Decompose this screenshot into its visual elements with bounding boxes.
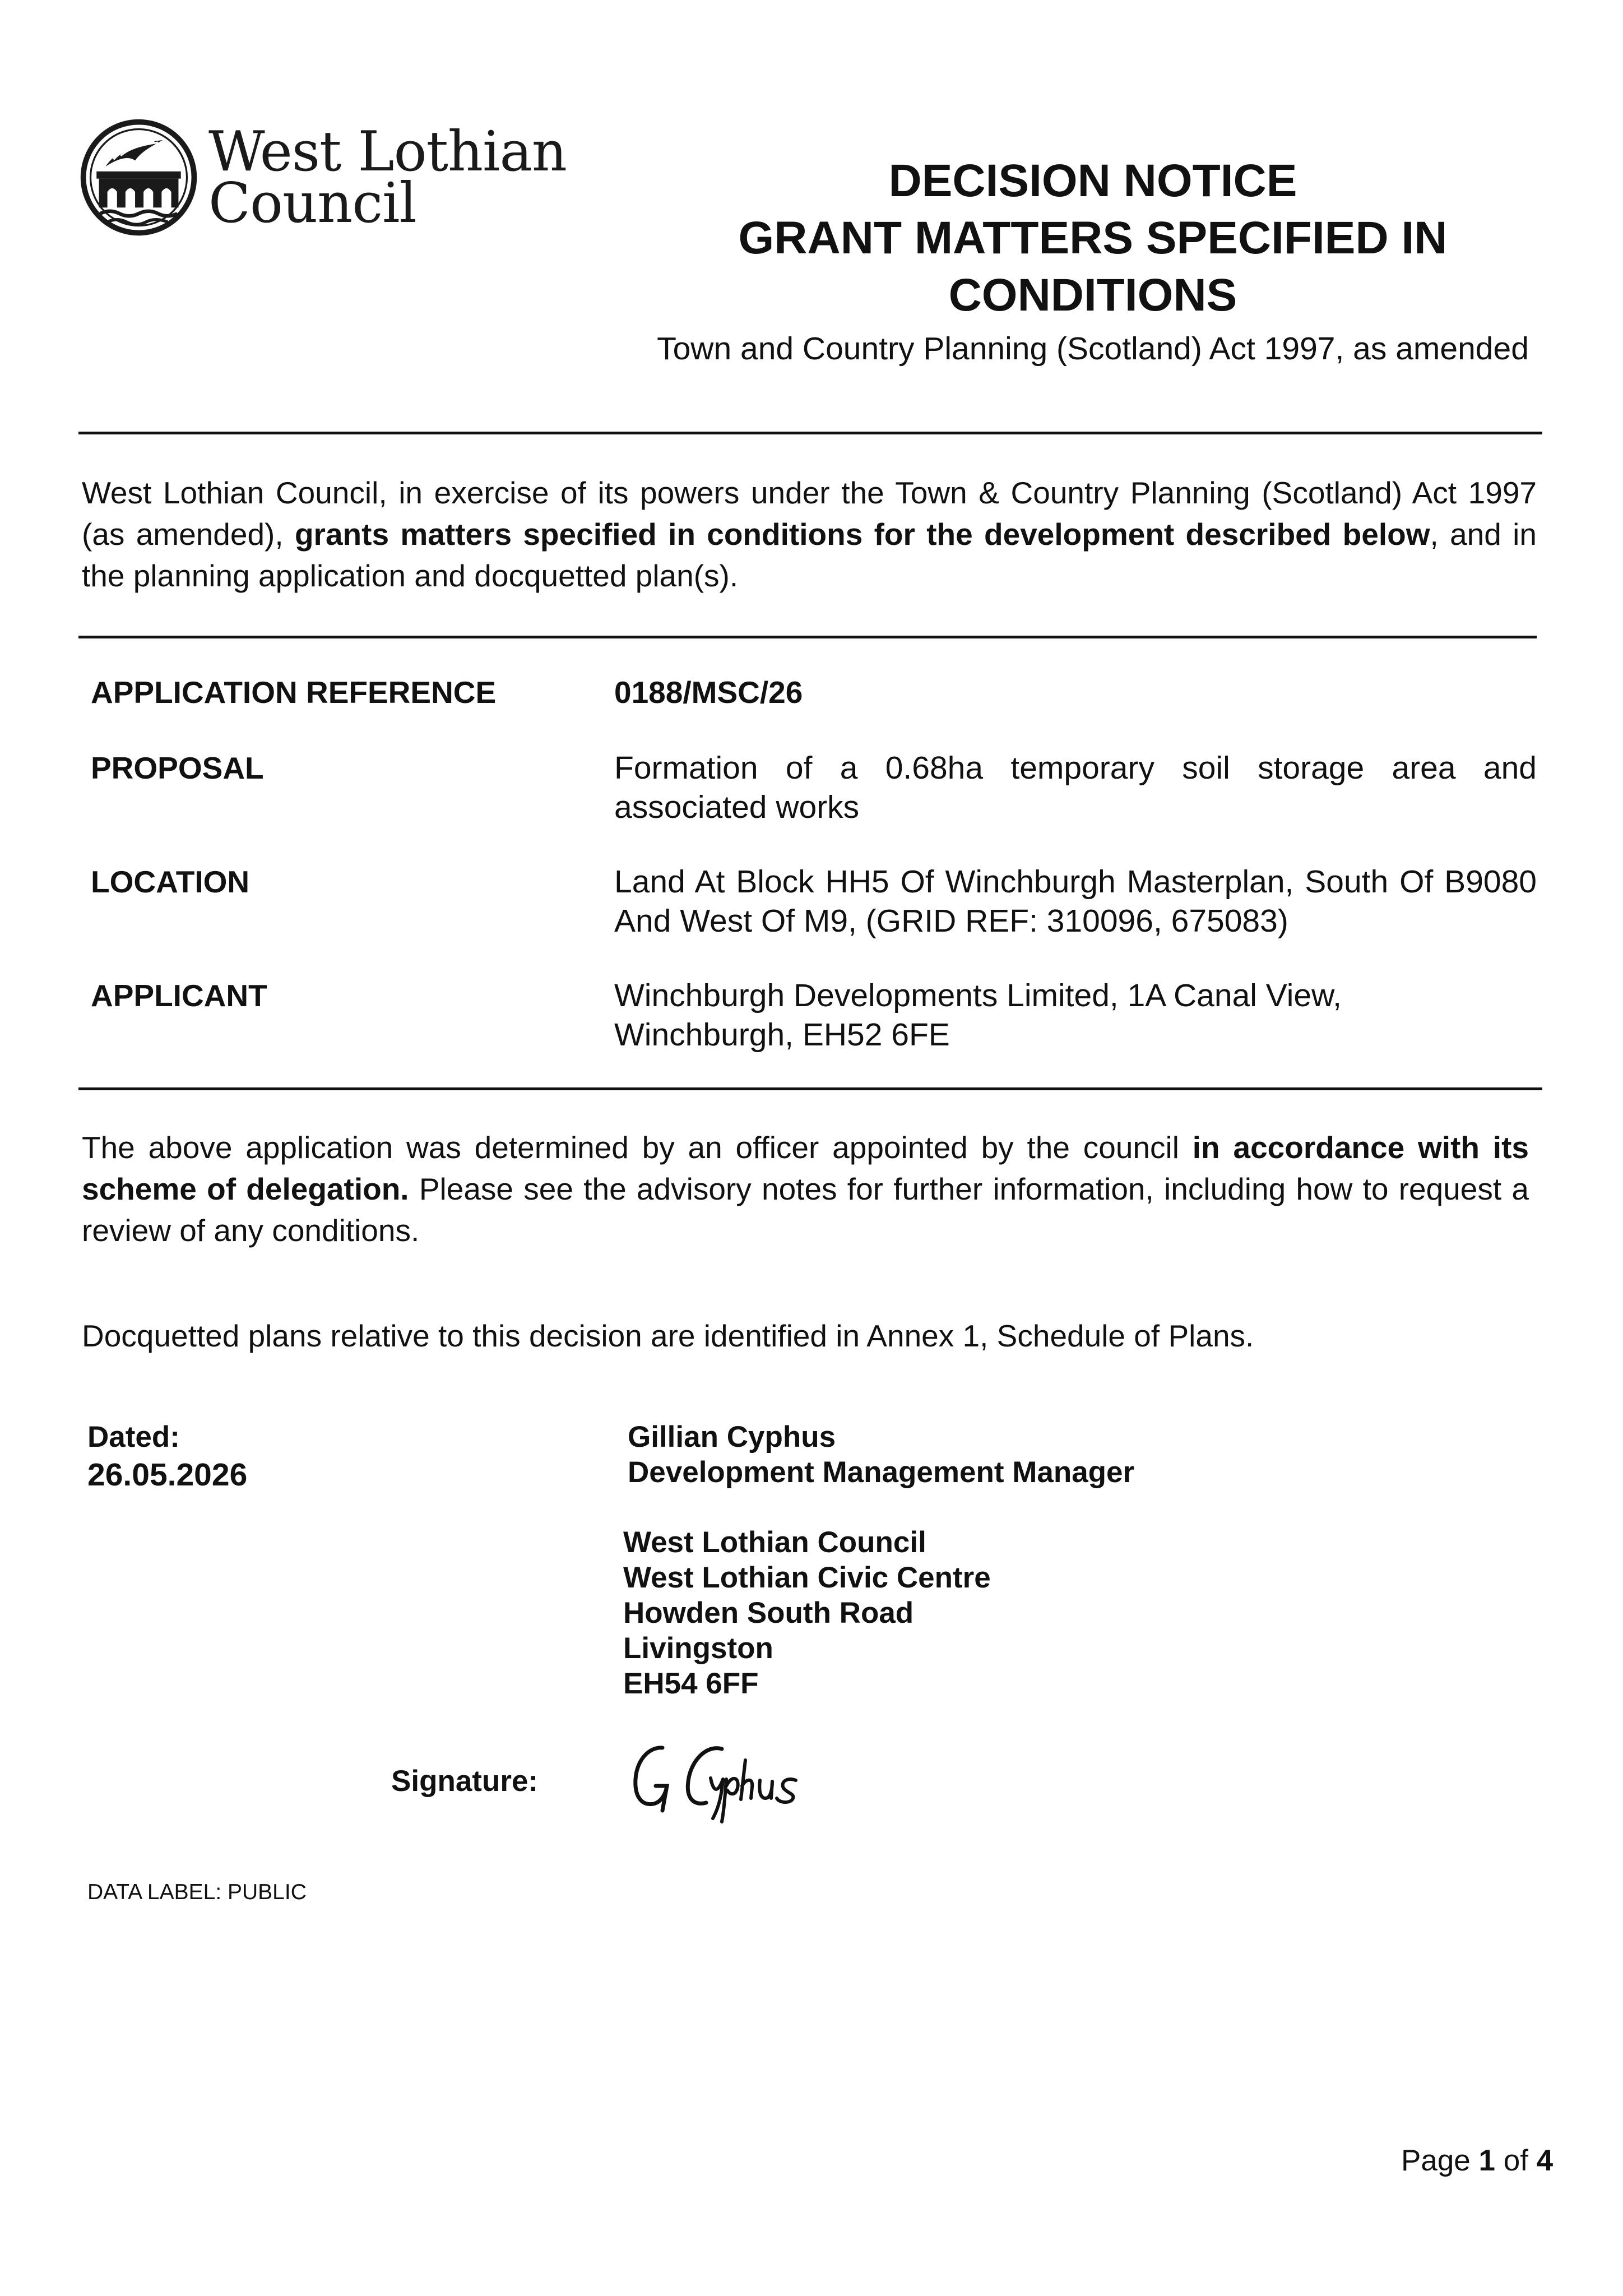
- address-line-3: Howden South Road: [623, 1596, 914, 1630]
- reference-value: 0188/MSC/26: [614, 675, 803, 710]
- dated-date: 26.05.2026: [87, 1457, 248, 1493]
- determination-text-bold: in accordance with its scheme of delegation.: [82, 1130, 1529, 1206]
- address-line-1: West Lothian Council: [623, 1526, 926, 1559]
- council-logo: [78, 115, 567, 238]
- data-label: DATA LABEL: PUBLIC: [87, 1880, 307, 1904]
- determination-text-1: The above application was determined by an officer appointed by the council: [82, 1130, 1193, 1165]
- determination-text-2: Please see the advisory notes for further information, including how to request a review of any conditions.: [82, 1172, 1529, 1248]
- council-address: [623, 1525, 991, 1701]
- location-label: LOCATION: [91, 864, 250, 899]
- page-total: 4: [1536, 2144, 1554, 2177]
- dated-block: [87, 1419, 247, 1495]
- divider-3: [78, 1087, 1542, 1090]
- address-line-4: Livingston: [623, 1632, 773, 1665]
- page-prefix: Page: [1401, 2144, 1479, 2177]
- handwritten-signature: [628, 1732, 863, 1827]
- applicant-line-1: Winchburgh Developments Limited, 1A Canal View,: [614, 978, 1342, 1013]
- officer-name: Gillian Cyphus: [628, 1420, 836, 1453]
- address-line-5: EH54 6FF: [623, 1667, 759, 1700]
- divider-1: [78, 432, 1542, 434]
- applicant-value: [614, 976, 1537, 1054]
- location-value: Land At Block HH5 Of Winchburgh Masterplan, South Of B9080 And West Of M9, (GRID REF: 310096, 675083): [614, 864, 1537, 939]
- logo-line-1: West Lothian: [208, 120, 567, 184]
- decision-heading: [594, 152, 1592, 371]
- reference-label: APPLICATION REFERENCE: [91, 675, 497, 710]
- officer-block: [628, 1419, 1134, 1490]
- page-middle: of: [1495, 2144, 1537, 2177]
- council-name-wordmark: [208, 120, 567, 235]
- logo-line-2: Council: [208, 172, 416, 235]
- title-line-3: CONDITIONS: [948, 270, 1237, 321]
- applicant-line-2: Winchburgh, EH52 6FE: [614, 1017, 950, 1053]
- title-line-2: GRANT MATTERS SPECIFIED IN: [738, 212, 1448, 263]
- docquetted-plans-note: Docquetted plans relative to this decision are identified in Annex 1, Schedule of Plans.: [82, 1318, 1254, 1353]
- officer-title: Development Management Manager: [628, 1456, 1135, 1489]
- bridge-viaduct-emblem-icon: [78, 117, 199, 238]
- signature-label: Signature:: [391, 1765, 539, 1798]
- page-number: [1401, 2144, 1553, 2178]
- act-subtitle: Town and Country Planning (Scotland) Act 1997, as amended: [657, 331, 1529, 367]
- applicant-label: APPLICANT: [91, 978, 267, 1013]
- divider-2: [78, 636, 1537, 638]
- intro-text-2: , and in the planning application and docquetted plan(s).: [82, 517, 1537, 593]
- title-line-1: DECISION NOTICE: [888, 155, 1297, 206]
- determination-paragraph: [82, 1127, 1529, 1251]
- intro-text-1: West Lothian Council, in exercise of its powers under the Town & Country Planning (Scotland) Act 1997 (as amended),: [82, 475, 1537, 552]
- address-line-2: West Lothian Civic Centre: [623, 1561, 991, 1594]
- proposal-value: Formation of a 0.68ha temporary soil storage area and associated works: [614, 750, 1537, 825]
- dated-label: Dated:: [87, 1420, 180, 1453]
- proposal-label: PROPOSAL: [91, 751, 264, 785]
- page-current: 1: [1478, 2144, 1495, 2177]
- intro-text-bold: grants matters specified in conditions for the development described below: [294, 517, 1430, 552]
- intro-paragraph: [82, 472, 1537, 596]
